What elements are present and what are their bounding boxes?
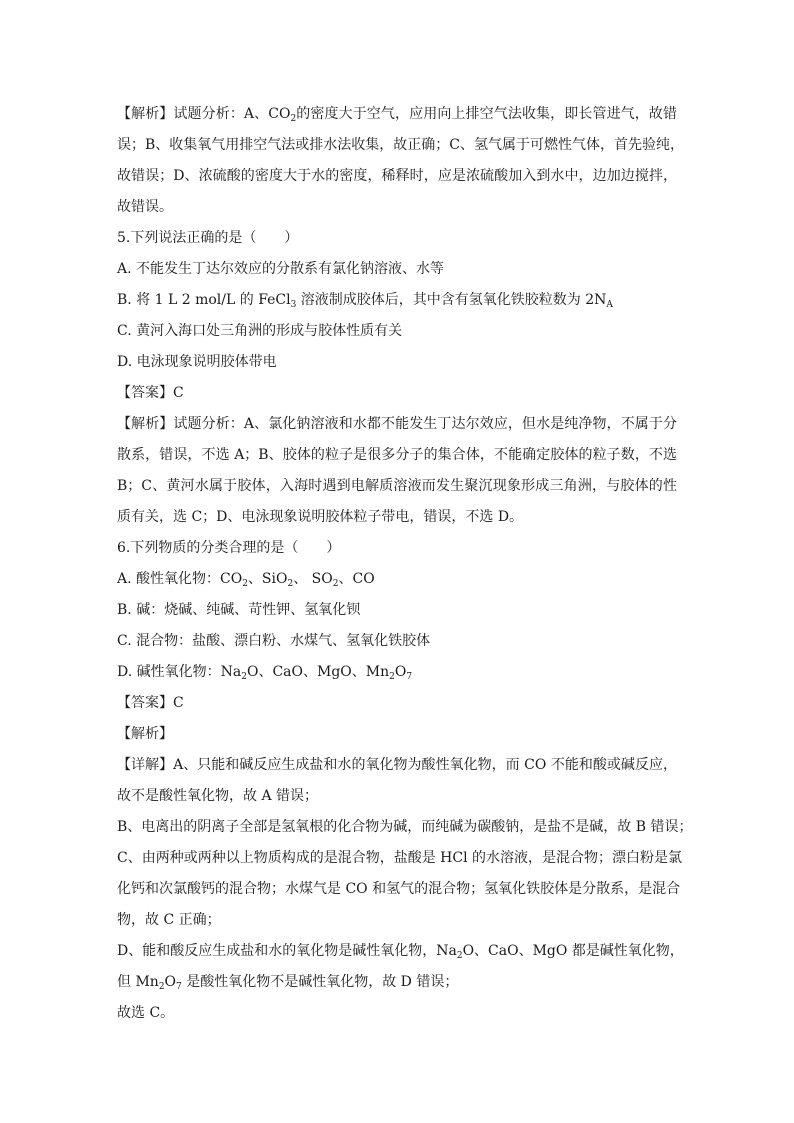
question-5-stem: 5.下列说法正确的是（ ）	[117, 230, 299, 246]
detail-c-line-3: 物，故 C 正确；	[117, 912, 221, 928]
analysis-4-line-3: 故错误；D、浓硫酸的密度大于水的密度，稀释时，应是浓硫酸加入到水中，边加边搅拌，	[117, 168, 677, 184]
question-6-answer: 【答案】C	[117, 695, 184, 711]
detail-c-line-1: C、由两种或两种以上物质构成的是混合物，盐酸是 HCl 的水溶液，是混合物；漂白粉是氯	[117, 850, 683, 866]
detail-b-line-1: B、电离出的阴离子全部是氢氧根的化合物为碱，而纯碱为碳酸钠，是盐不是碱，故 B 错误；	[117, 819, 693, 835]
analysis-5-line-3: B；C、黄河水属于胶体，入海时遇到电解质溶液而发生聚沉现象形成三角洲，与胶体的性	[117, 478, 677, 494]
conclusion-line: 故选 C。	[117, 1005, 175, 1021]
analysis-4-line-2: 误；B、收集氧气用排空气法或排水法收集，故正确；C、氢气属于可燃性气体，首先验纯，	[117, 137, 684, 153]
detail-d-line-1: D、能和酸反应生成盐和水的氧化物是碱性氧化物，$Na_2O$、CaO、MgO 都是碱性氧化物，	[117, 943, 684, 961]
question-6-option-a: A. 酸性氧化物：$CO_2$、SiO$_2$、 $SO_2$、CO	[117, 571, 375, 589]
question-5-option-b: B. 将 1 L 2 mol/L 的 FeCl$_3$ 溶液制成胶体后，其中含有氢氧化铁胶粒数为 $2N_A$	[117, 292, 613, 310]
analysis-4-line-1: 【解析】试题分析：A、$CO_2$的密度大于空气，应用向上排空气法收集，即长管进气，故错	[117, 106, 677, 124]
question-6-stem: 6.下列物质的分类合理的是（ ）	[117, 540, 341, 556]
analysis-5-line-2: 散系，错误，不选 A；B、胶体的粒子是很多分子的集合体，不能确定胶体的粒子数，不选	[117, 447, 677, 463]
question-6-option-b: B. 碱：烧碱、纯碱、苛性钾、氢氧化钡	[117, 602, 361, 618]
analysis-5-line-4: 质有关，选 C；D、电泳现象说明胶体粒子带电，错误，不选 D。	[117, 509, 524, 525]
question-6-option-c: C. 混合物：盐酸、漂白粉、水煤气、氢氧化铁胶体	[117, 633, 431, 649]
question-5-answer: 【答案】C	[117, 385, 184, 401]
analysis-4-line-4: 故错误。	[117, 199, 173, 215]
analysis-5-line-1: 【解析】试题分析：A、氯化钠溶液和水都不能发生丁达尔效应，但水是纯净物，不属于分	[117, 416, 677, 432]
detail-d-line-2: 但 $Mn_2O_7$ 是酸性氧化物不是碱性氧化物，故 D 错误；	[117, 974, 459, 992]
question-5-option-c: C. 黄河入海口处三角洲的形成与胶体性质有关	[117, 323, 403, 339]
question-6-analysis-heading: 【解析】	[117, 726, 173, 742]
question-5-option-a: A. 不能发生丁达尔效应的分散系有氯化钠溶液、水等	[117, 261, 445, 277]
detail-a-line-2: 故不是酸性氧化物，故 A 错误；	[117, 788, 319, 804]
detail-c-line-2: 化钙和次氯酸钙的混合物；水煤气是 CO 和氢气的混合物；氢氧化铁胶体是分散系，是混合	[117, 881, 681, 897]
question-5-option-d: D. 电泳现象说明胶体带电	[117, 354, 277, 370]
detail-a-line-1: 【详解】A、只能和碱反应生成盐和水的氧化物为酸性氧化物，而 CO 不能和酸或碱反应，	[117, 757, 677, 773]
question-6-option-d: D. 碱性氧化物：$Na_2O$、CaO、MgO、$Mn_2O_7$	[117, 664, 413, 682]
